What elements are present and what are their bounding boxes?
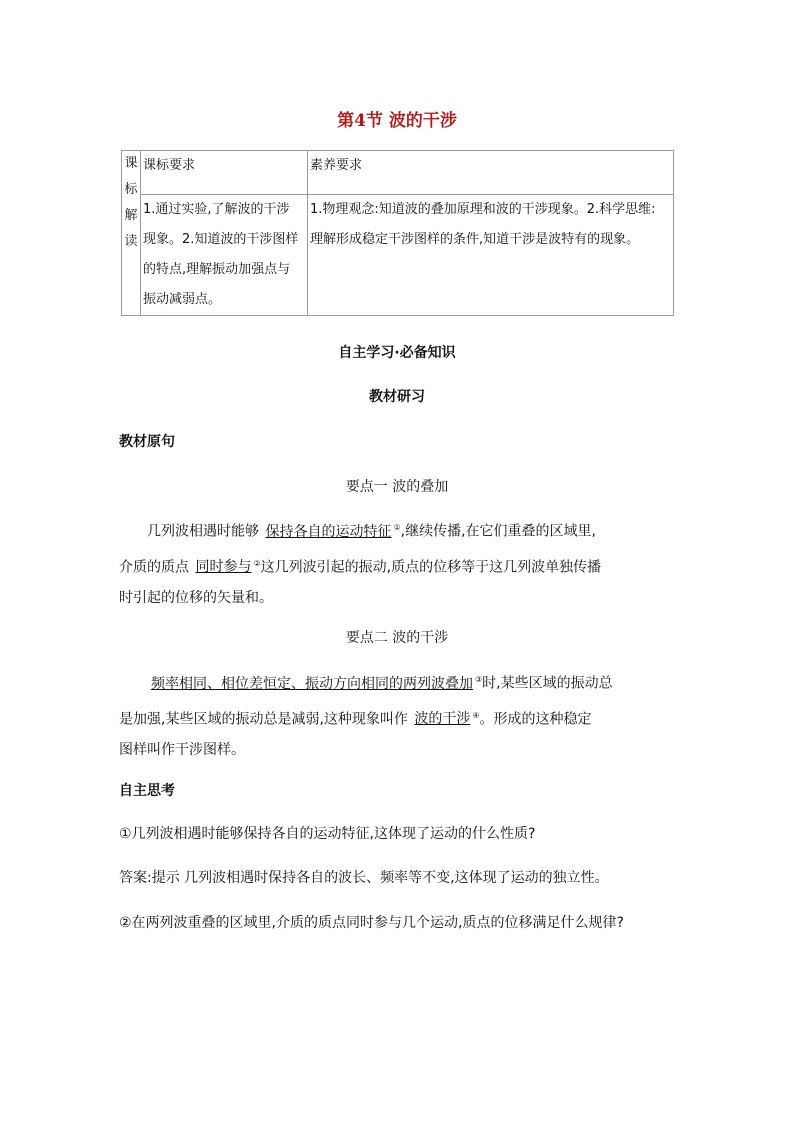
side-label-cell [122,151,141,316]
text-line: 1.通过实验,了解波的干涉 [143,202,290,217]
footnote-mark: ① [393,523,401,532]
footnote-mark: ② [253,558,261,568]
side-char: 课 [124,156,138,171]
side-char: 解 [124,208,138,223]
point2-paragraph [119,664,675,766]
header-curriculum: 课标要求 [141,151,308,195]
footnote-mark: ③ [475,675,483,684]
text-line [119,700,675,736]
text-line: 理解形成稳定干涉图样的条件,知道干涉是波特有的现象。 [310,232,640,247]
blank-answer: 保持各自的运动特征 [265,523,392,540]
text-run: 是加强,某些区域的振动总是减弱,这种现象叫作 [119,711,408,728]
literacy-requirements-cell [308,195,674,316]
text-line: 1.物理观念:知道波的叠加原理和波的干涉现象。2.科学思维: [310,202,656,217]
text-line: 振动减弱点。 [143,292,222,307]
blank-answer: 波的干涉 [414,711,471,728]
text-run: 这几列波引起的振动,质点的位移等于这几列波单独传播 [260,559,602,576]
text-line: 的特点,理解振动加强点与 [143,262,291,277]
text-run: ,继续传播,在它们重叠的区域里, [400,523,596,540]
requirements-table [121,150,674,316]
text-run: 几列波相遇时能够 [147,523,259,540]
sub-heading: 教材研习 [369,389,425,405]
point2-title: 要点二 波的干涉 [345,630,449,646]
side-char: 读 [124,234,138,249]
answer-1: 答案:提示 几列波相遇时保持各自的波长、频率等不变,这体现了运动的独立性。 [119,870,609,886]
text-line [119,548,675,584]
text-run: 。形成的这种稳定 [479,711,592,728]
curriculum-requirements-cell [141,195,308,316]
text-line [119,512,675,548]
blank-answer: 频率相同、相位差恒定、振动方向相同的两列波叠加 [151,675,473,692]
footnote-mark: ④ [472,710,480,720]
think-heading: 自主思考 [119,783,175,799]
text-line [119,664,675,700]
section-heading: 自主学习·必备知识 [338,345,456,361]
text-line: 现象。2.知道波的干涉图样 [143,232,299,247]
point1-paragraph [119,512,675,614]
text-line: 图样叫作干涉图样。 [119,742,245,759]
text-run: 介质的质点 [119,559,189,576]
side-char: 标 [124,182,138,197]
header-literacy: 素养要求 [308,151,674,195]
origin-heading: 教材原句 [119,434,175,450]
text-run: 时,某些区域的振动总 [482,675,613,692]
text-line: 时引起的位移的矢量和。 [119,590,273,607]
question-1: ①几列波相遇时能够保持各自的运动特征,这体现了运动的什么性质? [119,826,536,842]
question-2: ②在两列波重叠的区域里,介质的质点同时参与几个运动,质点的位移满足什么规律? [119,915,624,931]
blank-answer: 同时参与 [195,559,252,576]
point1-title: 要点一 波的叠加 [345,479,449,495]
page-title: 第4节 波的干涉 [337,111,457,131]
